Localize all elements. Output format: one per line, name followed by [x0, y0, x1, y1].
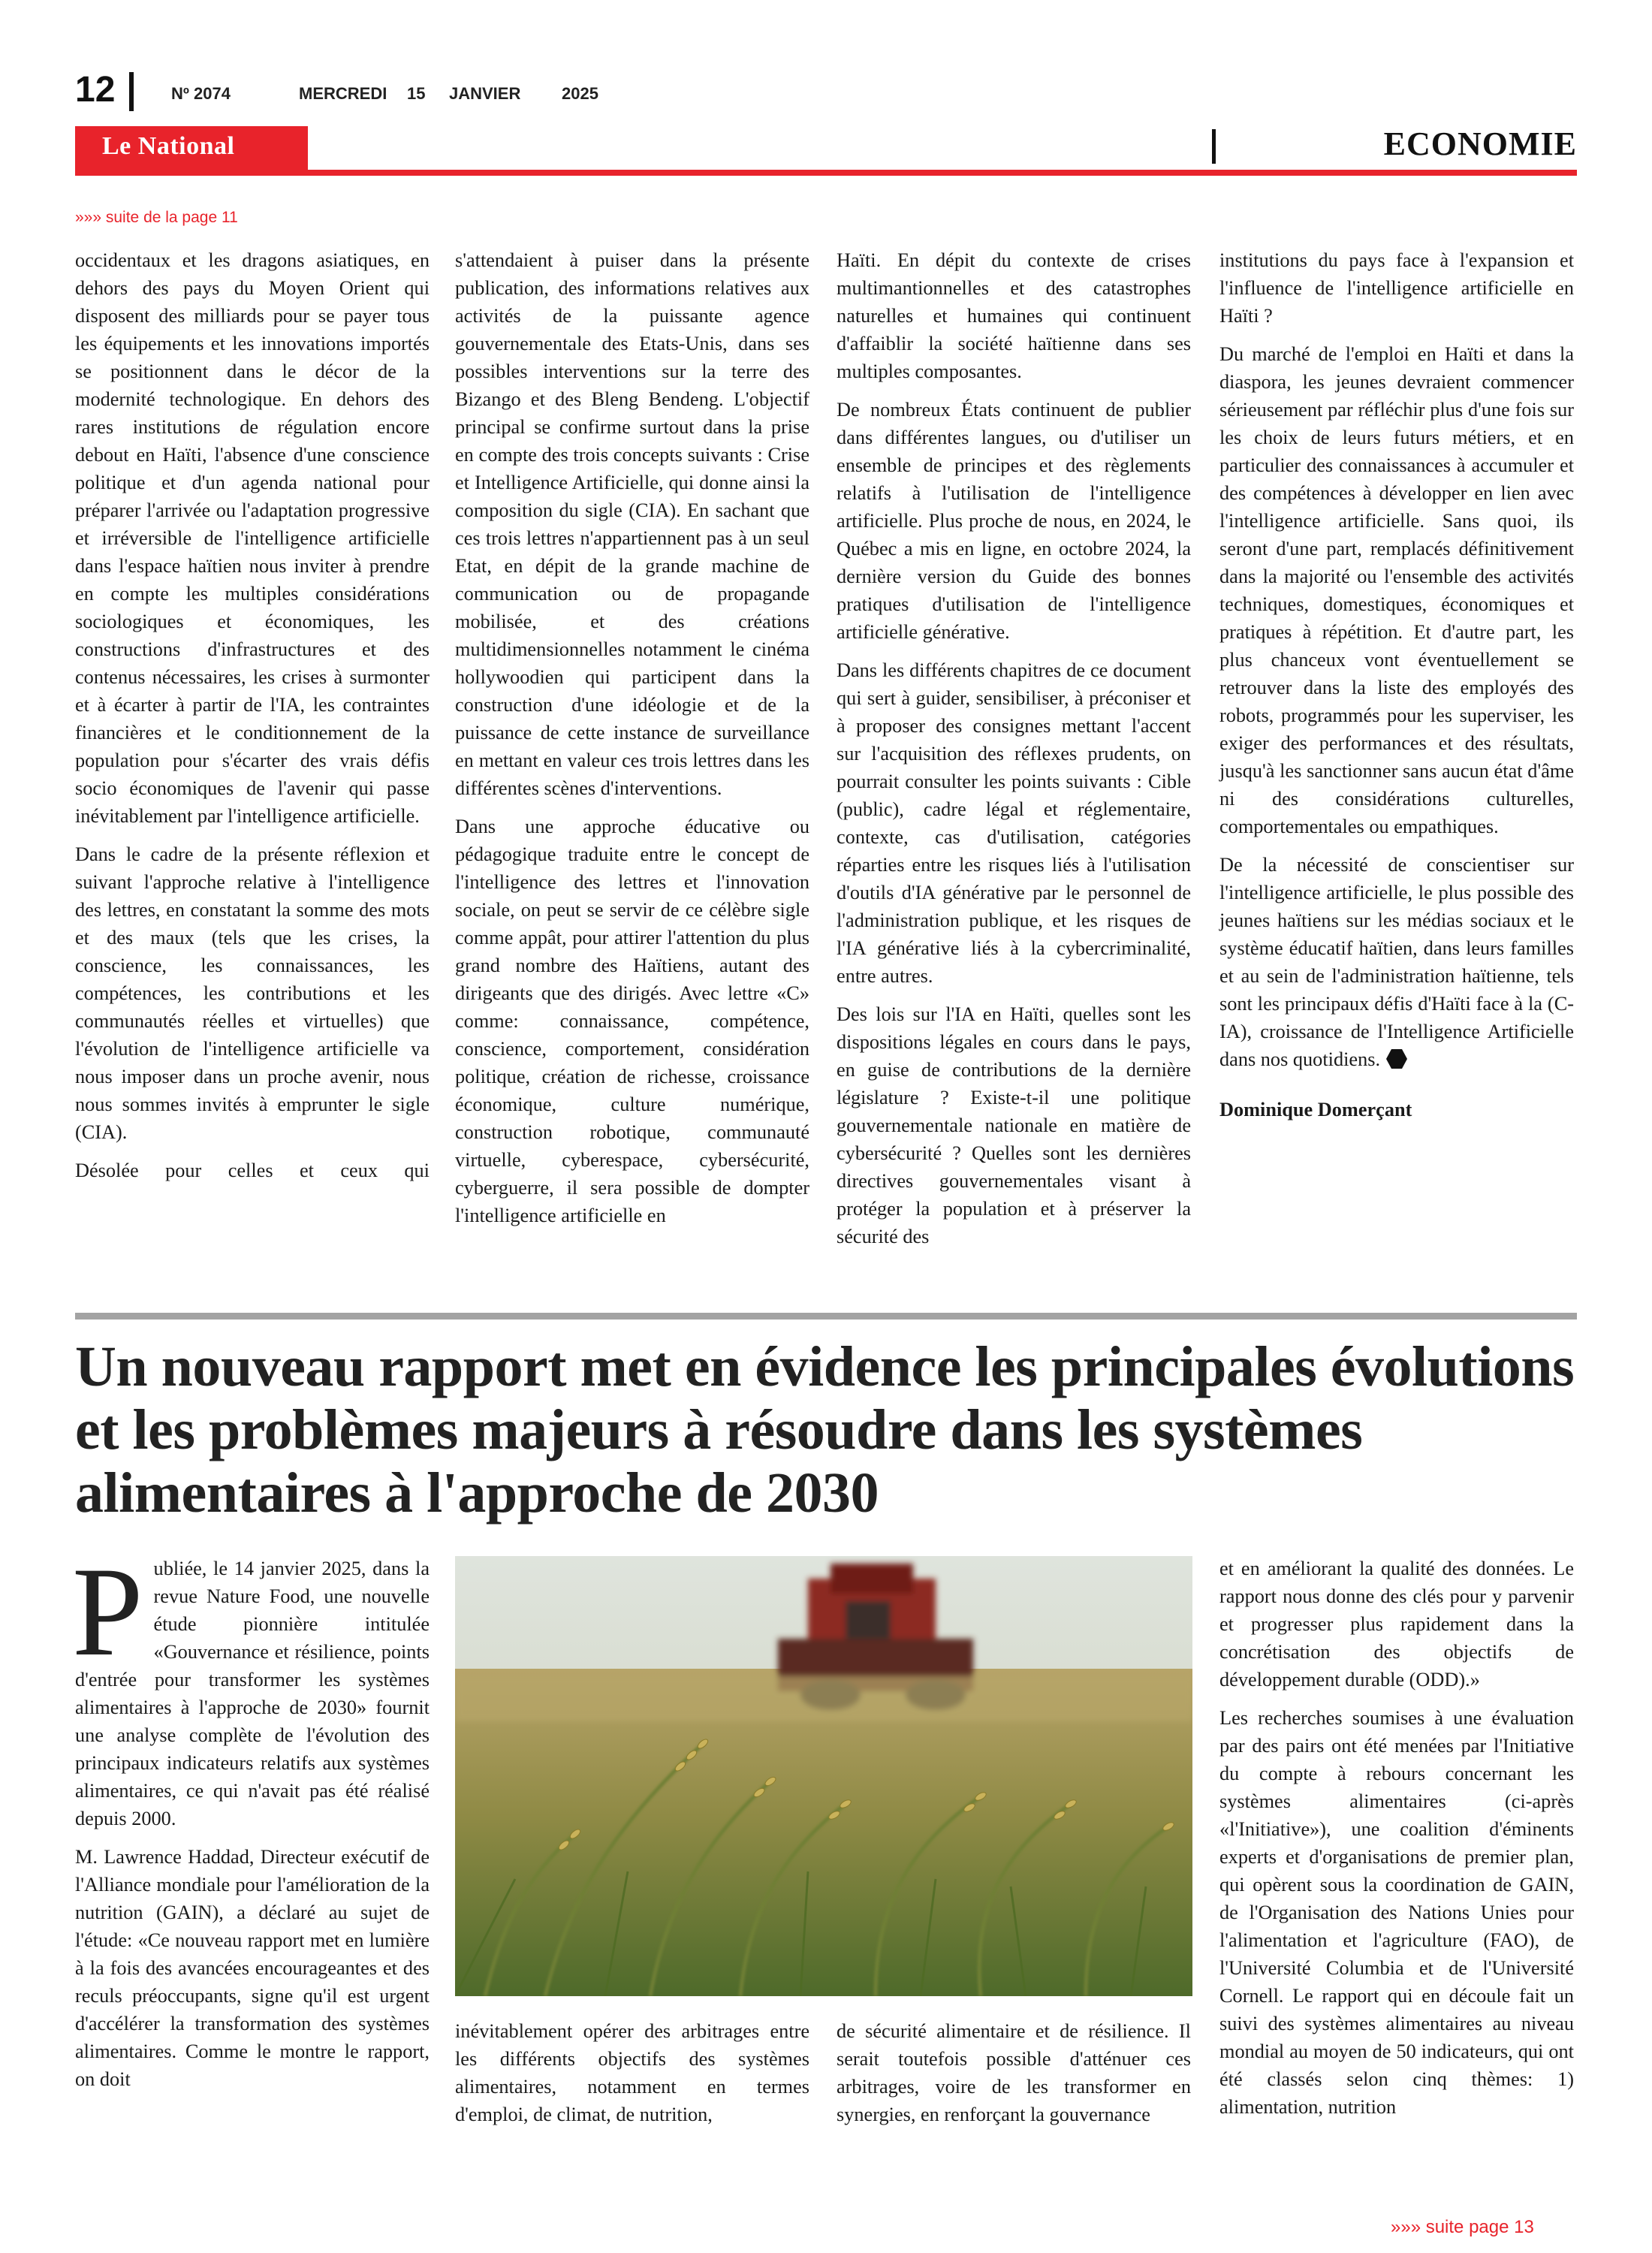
headline: Un nouveau rapport met en évidence les principales évolutions et les problèmes majeurs à résoudre dans les systèmes alimentaires à l'approche de 2030 — [75, 1335, 1575, 1525]
paragraph: Désolée pour celles et ceux qui — [75, 1160, 430, 1181]
paragraph: De la nécessité de conscientiser sur l'intelligence artificielle, le plus possible des jeunes haïtiens sur les médias sociaux et le système éducatif haïtien, dans leurs familles et au sein de l'administration haïtienne, tels sont les principaux défis d'Haïti face à la (C-IA), croissance de l'Intelligence Artificielle dans nos quotidiens. — [1219, 854, 1574, 1070]
author-signature: Dominique Domerçant — [1219, 1099, 1412, 1120]
paragraph: institutions du pays face à l'expansion et l'influence de l'intelligence artificielle en Haïti ? — [1219, 249, 1574, 327]
paragraph: Les recherches soumises à une évaluation par des pairs ont été menées par l'Initiative du compte à rebours concernant les systèmes alimentaires (ci-après «l'Initiative»), une coalition d'éminents experts et d'organisations de premier plan, qui opèrent sous la coordination de GAIN, de l'Organisation des Nations Unies pour l'alimentation et l'agriculture (FAO), de l'Université Columbia et de l'Université Cornell. Le rapport qui en découle fait un suivi des systèmes alimentaires au niveau mondial au moyen de 50 indicateurs, qui ont été classés selon cinq thèmes: 1) alimentation, nutrition — [1219, 1707, 1574, 2118]
paragraph: Dans le cadre de la présente réflexion et suivant l'approche relative à l'intelligence des lettres, en constatant la somme des mots et des maux (tels que les crises, la conscience, les connaissances, les compétences, les contributions et les communautés réelles et virtuelles) que l'évolution de l'intelligence artificielle va nous imposer dans un proche avenir, nous nous sommes invités à emprunter le sigle (CIA). — [75, 843, 430, 1143]
article1-column-1 — [75, 246, 430, 1195]
paragraph: De nombreux États continuent de publier dans différentes langues, ou d'utiliser un ensemble de principes et des règlements relatifs à l'utilisation de l'intelligence artificielle. Plus proche de nous, en 2024, le Québec a mis en ligne, en octobre 2024, la dernière version du Guide des bonnes pratiques d'utilisation de l'intelligence artificielle générative. — [837, 399, 1191, 643]
paragraph-wrapper — [72, 1541, 430, 1832]
section-title: ECONOMIE — [1383, 125, 1577, 162]
article1-column-2 — [455, 246, 809, 1240]
article2-column-2 — [455, 2017, 809, 2139]
rice-field-image — [455, 1556, 1192, 1996]
paragraph: Des lois sur l'IA en Haïti, quelles sont les dispositions légales en cours dans le pays, en guise de contributions de la dernière législature ? Existe-t-il une politique gouvernementale nationale en matière de cybersécurité ? Quelles sont les dernières directives gouvernementales visant à protéger la population et à préserver la sécurité des — [837, 1003, 1191, 1247]
paragraph-wrapper — [1219, 851, 1574, 1073]
article1-column-3 — [837, 246, 1191, 1261]
paragraph: occidentaux et les dragons asiatiques, en dehors des pays du Moyen Orient qui disposent des milliards pour se payer tous les équipements et les innovations importés se positionnent dans le décor de la modernité technologique. En dehors des rares institutions de régulation encore debout en Haïti, l'absence d'une conscience politique et d'un agenda national pour préparer l'arrivée ou l'adaptation progressive et irréversible de l'intelligence artificielle dans l'espace haïtien nous inviter à prendre en compte les multiples considérations sociologiques et économiques, les constructions d'infrastructures et des contenus nécessaires, les crises à surmonter et à écarter à partir de l'IA, les contraintes financières et le conditionnement de la population pour s'écarter des vrais défis socio économiques de l'avenir qui passe inévitablement par l'intelligence artificielle. — [75, 249, 430, 827]
continued-from: »»» suite de la page 11 — [75, 209, 238, 226]
paragraph: ubliée, le 14 janvier 2025, dans la revue Nature Food, une nouvelle étude pionnière intitulée «Gouvernance et résilience, points d'entrée pour transformer les systèmes alimentaires à l'approche de 2030» fournit une analyse complète de l'évolution des principaux indicateurs relatifs aux systèmes alimentaires, ce qui n'avait pas été réalisé depuis 2000. — [75, 1558, 430, 1829]
paragraph: s'attendaient à puiser dans la présente publication, des informations relatives aux activités de la puissante agence gouvernementale des Etats-Unis, dans ses possibles interventions sur la terre des Bizango et des Bleng Bendeng. L'objectif principal se confirme surtout dans la prise en compte des trois concepts suivants : Crise et Intelligence Artificielle, qui donne ainsi la composition du sigle (CIA). En sachant que ces trois lettres n'appartiennent pas à un seul Etat, en dépit de la grande machine de communication ou de propagande mobilisée, et des créations multidimensionnelles notamment le cinéma hollywoodien qui participent dans la construction d'une idéologie et de la puissance de cette instance de surveillance en mettant en valeur ces trois lettres dans les différentes scènes d'interventions. — [455, 249, 809, 799]
rice-harvest-photo — [455, 1556, 1192, 1996]
paragraph: Haïti. En dépit du contexte de crises multimantionnelles et des catastrophes naturelles et humaines qui continuent d'affaiblir la société haïtienne dans ses multiples composantes. — [837, 249, 1191, 382]
issue-day: MERCREDI — [299, 84, 387, 103]
article2-column-1 — [72, 1541, 430, 2104]
article2-column-4 — [1219, 1555, 1574, 2131]
section-divider — [1212, 129, 1216, 164]
end-mark-icon — [1385, 1048, 1408, 1070]
issue-date: 15 — [407, 84, 426, 103]
issue-month: JANVIER — [449, 84, 521, 103]
paragraph: Du marché de l'emploi en Haïti et dans la diaspora, les jeunes devraient commencer sérieusement par réfléchir plus d'une fois sur les choix de leurs futurs métiers, et en particulier des connaissances à accumuler et des compétences à développer en lien avec l'intelligence artificielle. Sans quoi, ils seront d'une part, remplacés définitivement dans la majorité ou l'ensemble des activités techniques, domestiques, économiques et pratiques à répétition. Et d'autre part, les plus chanceux vont éventuellement se retrouver dans la liste des employés des robots, programmés pour les superviser, les exiger des performances et des résultats, jusqu'à les sanctionner sans aucun état d'âme ni des considérations culturelles, comportementales ou empathiques. — [1219, 343, 1574, 837]
page-number: 12 — [75, 70, 116, 110]
article1-column-4 — [1219, 246, 1574, 1134]
continued-on: »»» suite page 13 — [1391, 2217, 1534, 2237]
paragraph: de sécurité alimentaire et de résilience. Il serait toutefois possible d'atténuer ces arbitrages, voire de les transformer en synergies, en renforçant la gouvernance — [837, 2020, 1191, 2125]
issue-number: Nº 2074 — [171, 84, 231, 103]
issue-year: 2025 — [562, 84, 598, 103]
brand-logo: Le National — [102, 132, 235, 160]
paragraph: inévitablement opérer des arbitrages entre les différents objectifs des systèmes alimentaires, notamment en termes d'emploi, de climat, de nutrition, — [455, 2020, 809, 2125]
paragraph: Dans les différents chapitres de ce document qui sert à guider, sensibiliser, à préconiser et à proposer des consignes mettant l'accent sur l'acquisition des réflexes prudents, on pourrait consulter les points suivants : Cible (public), cadre légal et réglementaire, contexte, cas d'utilisation, catégories réparties entre les risques liés à l'utilisation d'outils d'IA générative par le personnel de l'administration publique, et les risques de l'IA générative liés à la cybercriminalité, entre autres. — [837, 659, 1191, 987]
header-rule — [75, 170, 1577, 176]
page-number-divider — [129, 72, 134, 111]
paragraph: Dans une approche éducative ou pédagogique traduite entre le concept de l'intelligence des lettres et l'innovation sociale, on peut se servir de ce célèbre sigle comme appât, pour attirer l'attention du plus grand nombre des Haïtiens, autant des dirigeants que des dirigés. Avec lettre «C» comme: connaissance, compétence, conscience, comportement, considération politique, création de richesse, croissance économique, culture numérique, construction robotique, communauté virtuelle, cyberespace, cybersécurité, cyberguerre, il sera possible de dompter l'intelligence artificielle en — [455, 816, 809, 1226]
paragraph: M. Lawrence Haddad, Directeur exécutif de l'Alliance mondiale pour l'amélioration de la nutrition (GAIN), a déclaré au sujet de l'étude: «Ce nouveau rapport met en lumière à la fois des avancées encourageantes et des reculs préoccupants, signe qu'il est urgent d'accélérer la transformation des systèmes alimentaires. Comme le montre le rapport, on doit — [75, 1846, 430, 2090]
drop-cap: P — [72, 1541, 143, 1682]
article-separator — [75, 1313, 1577, 1320]
paragraph: et en améliorant la qualité des données. Le rapport nous donne des clés pour y parvenir et progresser plus rapidement dans la concrétisation des objectifs de développement durable (ODD).» — [1219, 1558, 1574, 1691]
article2-column-3 — [837, 2017, 1191, 2139]
